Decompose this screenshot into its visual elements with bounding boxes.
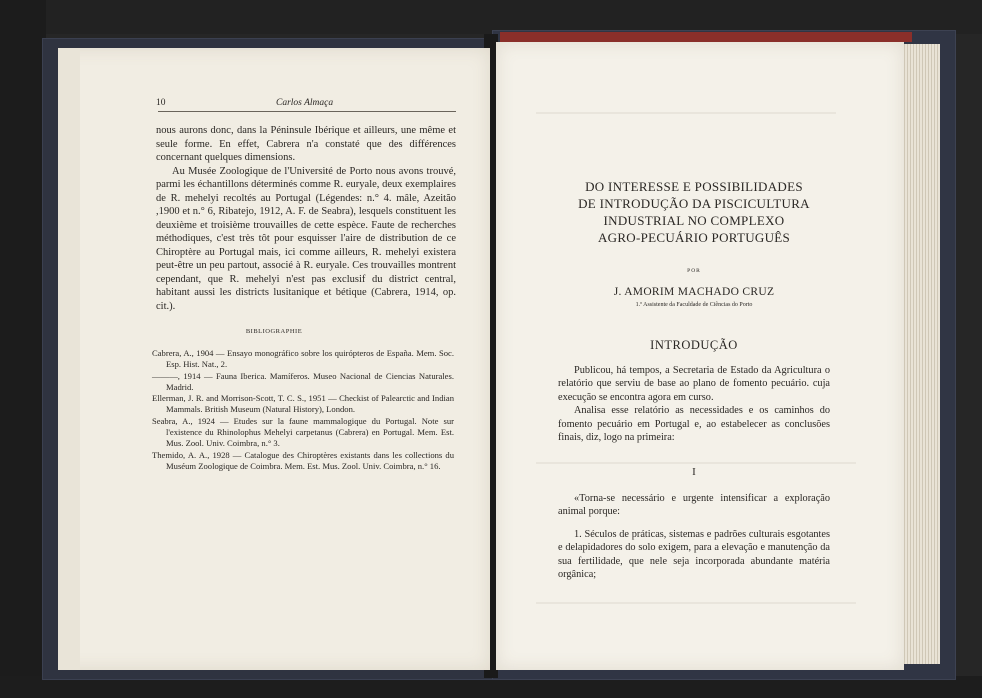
bibliography-entry: Seabra, A., 1924 — Etudes sur la faune mammalogique du Portugal. Note sur l'existence du Rhinolophus Mehelyi carpetanus (Cabrera) en Portugal. Mem. Est. Mus. Zool. Univ. Coimbra, n.° 3.: [152, 415, 454, 449]
author-name: J. AMORIM MACHADO CRUZ: [613, 286, 775, 298]
bibliography-entry: Ellerman, J. R. and Morrison-Scott, T. C. S., 1951 — Checkist of Palearctic and Indian Mammals. British Museum (Natural History), London.: [152, 393, 454, 415]
paragraph: Publicou, há tempos, a Secretaria de Estado da Agricultura o relatório que serviu de base ao plano de fomento pecuário. cuja execução se encontra agora em curso.: [558, 365, 830, 403]
paragraph: «Torna-se necessário e urgente intensificar a exploração animal porque:: [558, 493, 830, 518]
left-body-text: [156, 124, 456, 313]
paragraph: Analisa esse relatório as necessidades e os caminhos do fomento pecuário em Portugal e, ao estabelecer as conclusões finais, diz, logo na primeira:: [558, 405, 830, 444]
bibliography-list: [152, 348, 454, 472]
red-page-edge: [500, 32, 912, 42]
show-through: [536, 602, 856, 604]
background-left: [0, 0, 46, 698]
left-page-margin-strip: [58, 48, 80, 670]
bibliography-title: BIBLIOGRAPHIE: [245, 328, 303, 335]
title-line: AGRO-PECUÁRIO PORTUGUÊS: [597, 230, 791, 245]
paragraph: Au Musée Zoologique de l'Université de Porto nous avons trouvé, parmi les échantillons déterminés comme R. euryale, deux exemplaires de R. mehelyi recoltés au Portugal (Légendes: n.° 4. mâle, Azeitão ,1900 et n.° 6, Ribatejo, 1912, A. F. de Seabra), lesquels constituent les deuxième et troisième trouvailles de cette espèce. Faute de recherches méthodiques, c'est très tôt pour esquisser l'aire de distribution de ce Chiroptère au Portugal mais, ici comme ailleurs, R. mehelyi existera peut-être un peu partout, associé à R. euryale. Ces trouvailles montrent cependant, que R. mehelyi n'est pas exclusif du district central, habitant aussi les districts lusitanique et bétique (Cabrera, 1914, op. cit.).: [156, 165, 456, 312]
list-text: [558, 528, 830, 582]
byline: POR: [687, 268, 701, 274]
running-head-title: Carlos Almaça: [276, 98, 334, 108]
article-title: [558, 178, 830, 246]
author-affiliation: 1.º Assistente da Faculdade de Ciências do Porto: [635, 302, 753, 308]
section-heading: INTRODUÇÃO: [650, 338, 738, 352]
page-stack-edge: [902, 44, 940, 664]
background-top: [0, 0, 982, 34]
quote-text: [558, 492, 830, 519]
header-rule: [158, 111, 456, 112]
bibliography-entry: Cabrera, A., 1904 — Ensayo monográfico sobre los quirópteros de España. Mem. Soc. Esp. Hist. Nat., 2.: [152, 348, 454, 370]
roman-heading: I: [692, 466, 696, 478]
title-line: INDUSTRIAL NO COMPLEXO: [603, 213, 785, 228]
intro-text: [558, 364, 830, 444]
page-number: 10: [156, 98, 166, 108]
bibliography-entry: Themido, A. A., 1928 — Catalogue des Chiroptères existants dans les collections du Muséum Zoologique de Coimbra. Mem. Est. Mus. Zool. Univ. Coimbra, n.° 16.: [152, 449, 454, 471]
paragraph: nous aurons donc, dans la Péninsule Ibérique et ailleurs, une même et seule forme. En effet, Cabrera n'a constaté que des différences concernant quelques dimensions.: [156, 125, 456, 163]
list-item: 1. Séculos de práticas, sistemas e padrões culturais esgotantes e delapidadores do solo exigem, para a elevação e manutenção da sua fertilidade, que nele seja incorporada abundante matéria orgânica;: [558, 529, 830, 581]
show-through: [536, 462, 856, 464]
show-through: [536, 112, 836, 114]
bibliography-entry: ———, 1914 — Fauna Iberica. Mamíferos. Museo Nacional de Ciencias Naturales. Madrid.: [152, 370, 454, 392]
title-line: DE INTRODUÇÃO DA PISCICULTURA: [578, 196, 810, 211]
title-line: DO INTERESSE E POSSIBILIDADES: [585, 179, 803, 194]
